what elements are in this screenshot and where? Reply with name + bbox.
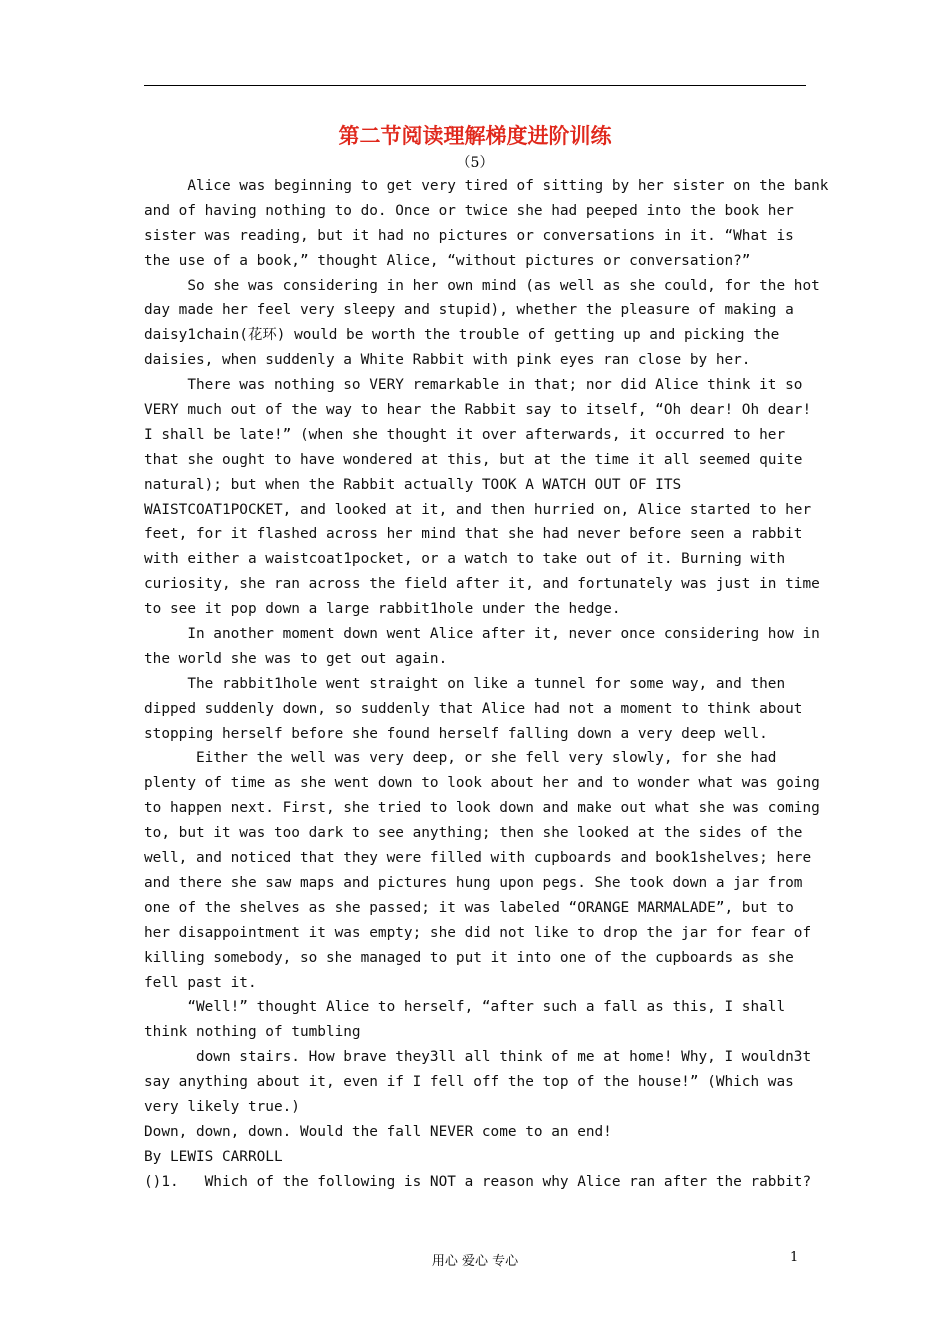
passage-line: ()1. Which of the following is NOT a reason why Alice ran after the rabbit? [144, 1173, 812, 1190]
passage-line: down stairs. How brave they3ll all think of me at home! Why, I wouldn3t [144, 1049, 812, 1066]
passage-line: By LEWIS CARROLL [144, 1148, 283, 1165]
passage-line: Down, down, down. Would the fall NEVER come to an end! [144, 1123, 612, 1140]
passage-line: very likely true.) [144, 1098, 300, 1115]
passage-line: Alice was beginning to get very tired of sitting by her sister on the bank [144, 178, 829, 194]
passage-line: daisies, when suddenly a White Rabbit with pink eyes ran close by her. [144, 352, 751, 369]
passage-line: curiosity, she ran across the field after it, and fortunately was just in time [144, 576, 820, 593]
passage-line: In another moment down went Alice after it, never once considering how in [144, 626, 820, 643]
passage-line: one of the shelves as she passed; it was labeled “ORANGE MARMALADE”, but to [144, 899, 794, 916]
passage-line: I shall be late!” (when she thought it over afterwards, it occurred to her [144, 426, 786, 443]
passage-line: and of having nothing to do. Once or twice she had peeped into the book her [144, 202, 794, 219]
passage-line: say anything about it, even if I fell off the top of the house!” (Which was [144, 1074, 794, 1091]
passage-line: stopping herself before she found herself falling down a very deep well. [144, 725, 768, 742]
passage-line: the world she was to get out again. [144, 650, 448, 667]
passage-line: that she ought to have wondered at this, but at the time it all seemed quite [144, 451, 803, 468]
passage-line: to see it pop down a large rabbit1hole under the hedge. [144, 601, 621, 618]
passage-line: “Well!” thought Alice to herself, “after such a fall as this, I shall [144, 999, 786, 1016]
passage-line: think nothing of tumbling [144, 1024, 361, 1041]
passage-body [144, 174, 829, 1195]
passage-line: killing somebody, so she managed to put it into one of the cupboards as she [144, 949, 794, 966]
passage-line: sister was reading, but it had no pictures or conversations in it. “What is [144, 227, 794, 244]
passage-line: VERY much out of the way to hear the Rabbit say to itself, “Oh dear! Oh dear! [144, 402, 812, 419]
section-number: （5） [456, 155, 494, 171]
page-number: 1 [790, 1250, 799, 1265]
passage-line: daisy1chain(花环) would be worth the trouble of getting up and picking the [144, 327, 780, 344]
passage-line: her disappointment it was empty; she did not like to drop the jar for fear of [144, 924, 812, 941]
header-rule [144, 85, 806, 86]
passage-line: The rabbit1hole went straight on like a tunnel for some way, and then [144, 675, 786, 692]
passage-line: dipped suddenly down, so suddenly that Alice had not a moment to think about [144, 700, 803, 717]
passage-line: plenty of time as she went down to look about her and to wonder what was going [144, 775, 820, 792]
passage-line: Either the well was very deep, or she fell very slowly, for she had [144, 750, 777, 767]
page-title: 第二节阅读理解梯度进阶训练 [338, 123, 612, 148]
passage-line: fell past it. [144, 974, 257, 991]
passage-line: the use of a book,” thought Alice, “without pictures or conversation?” [144, 252, 751, 269]
passage-line: to happen next. First, she tried to look down and make out what she was coming [144, 800, 820, 817]
passage-line: well, and noticed that they were filled with cupboards and book1shelves; here [144, 850, 812, 867]
passage-line: to, but it was too dark to see anything; then she looked at the sides of the [144, 825, 803, 842]
passage-line: with either a waistcoat1pocket, or a watch to take out of it. Burning with [144, 551, 786, 568]
passage-line: So she was considering in her own mind (as well as she could, for the hot [144, 277, 820, 294]
passage-line: feet, for it flashed across her mind that she had never before seen a rabbit [144, 526, 803, 543]
passage-line: and there she saw maps and pictures hung upon pegs. She took down a jar from [144, 874, 803, 891]
passage-line: There was nothing so VERY remarkable in that; nor did Alice think it so [144, 377, 803, 394]
passage-line: natural); but when the Rabbit actually TOOK A WATCH OUT OF ITS [144, 476, 682, 493]
passage-line: day made her feel very sleepy and stupid), whether the pleasure of making a [144, 302, 794, 319]
passage-line: WAISTCOAT1POCKET, and looked at it, and then hurried on, Alice started to her [144, 501, 812, 518]
page-footer: 用心 爱心 专心 [431, 1254, 519, 1269]
